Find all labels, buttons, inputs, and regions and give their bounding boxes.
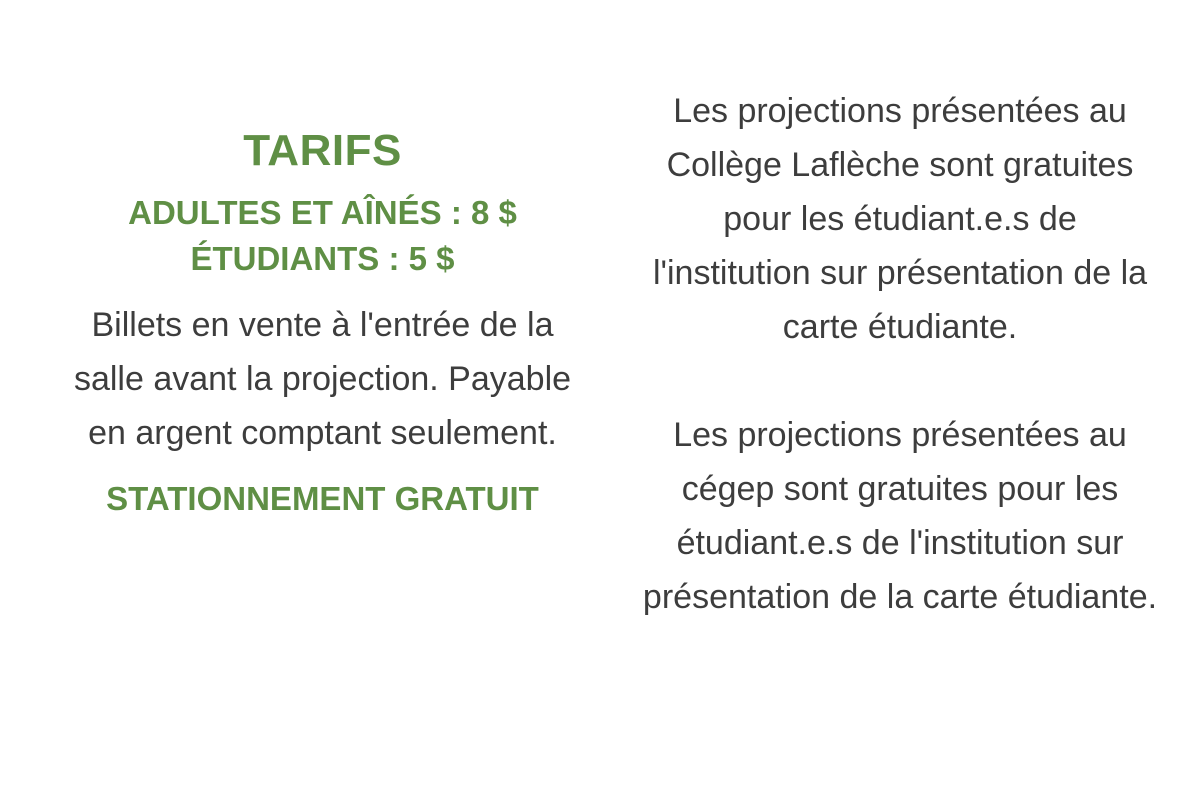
price-adults-seniors: ADULTES ET AÎNÉS : 8 $: [128, 194, 517, 231]
price-list: [60, 190, 585, 282]
student-info-cegep: Les projections présentées au cégep sont gratuites pour les étudiant.e.s de l'institution sur présentation de la carte étudiante.: [642, 416, 1158, 616]
parking-notice: STATIONNEMENT GRATUIT: [106, 480, 539, 517]
student-info-college: Les projections présentées au Collège Laflèche sont gratuites pour les étudiant.e.s de l'institution sur présentation de la carte étudiante.: [652, 92, 1148, 346]
pricing-title: TARIFS: [243, 126, 402, 175]
pricing-column: [60, 122, 585, 522]
ticket-info: Billets en vente à l'entrée de la salle avant la projection. Payable en argent comptant seulement.: [73, 306, 572, 452]
student-info-column: [640, 84, 1160, 624]
price-students: ÉTUDIANTS : 5 $: [190, 240, 455, 277]
